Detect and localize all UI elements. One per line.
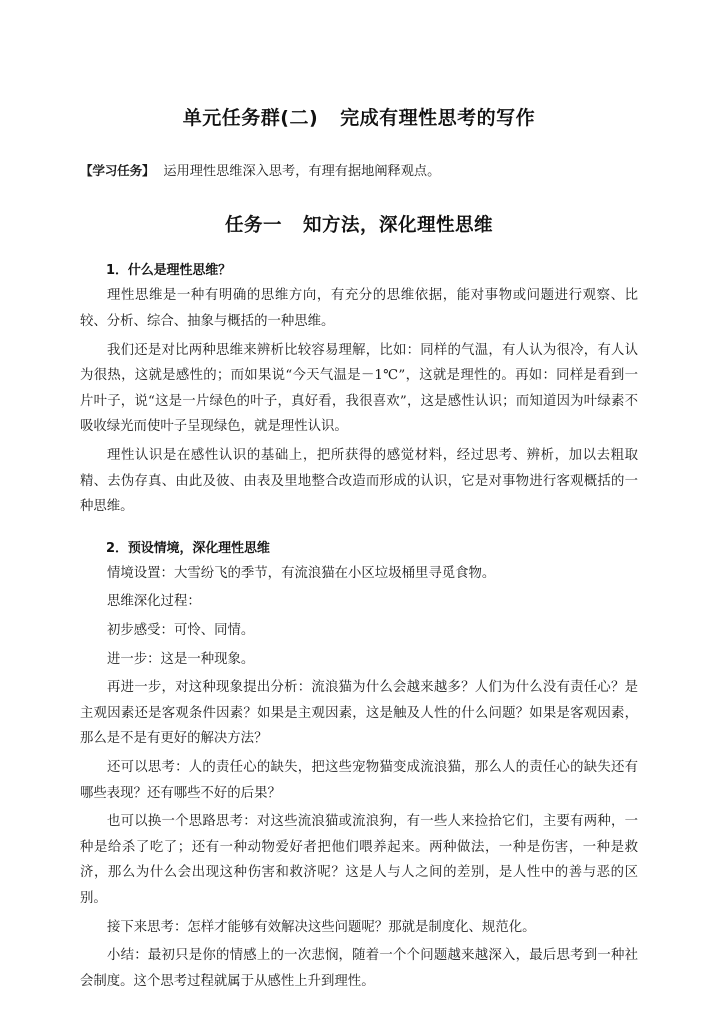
section-1-paragraph-3: 理性认识是在感性认识的基础上，把所获得的感觉材料，经过思考、辨析，加以去粗取精、去伪存真、由此及彼、由表及里地整合改造而形成的认识，它是对事物进行客观概括的一种思维。 (80, 448, 638, 515)
section-1-paragraph-1: 理性思维是一种有明确的思维方向，有充分的思维依据，能对事物或问题进行观察、比较、分析、综合、抽象与概括的一种思维。 (80, 288, 638, 330)
task-heading-text: 知方法，深化理性思维 (303, 215, 494, 237)
study-task-line (80, 130, 638, 182)
section-2-paragraph-2: 思维深化过程： (107, 594, 201, 610)
page-title-main: 单元任务群(二) (182, 107, 319, 129)
task-heading-label: 任务一 (224, 215, 282, 237)
study-task-text: 运用理性思维深入思考，有理有据地阐释观点。 (163, 164, 441, 179)
section-2-paragraph-6: 还可以思考：人的责任心的缺失，把这些宠物猫变成流浪猫，那么人的责任心的缺失还有哪些表现？还有哪些不好的后果？ (80, 759, 638, 801)
study-task-tag: 【学习任务】 (80, 163, 155, 178)
section-2-paragraph-3: 初步感受：可怜、同情。 (107, 622, 255, 638)
section-2-paragraph-4: 进一步：这是一种现象。 (107, 651, 255, 667)
section-2-paragraph-9: 小结：最初只是你的情感上的一次悲悯，随着一个个问题越来越深入，最后思考到一种社会制度。这个思考过程就属于从感性上升到理性。 (80, 948, 638, 989)
section-1-paragraph-2: 我们还是对比两种思维来辨析比较容易理解，比如：同样的气温，有人认为很冷，有人认为很热，这就是感性的；而如果说“今天气温是－1℃”，这就是理性的。再如：同样是看到一片叶子，说“这是一片绿色的叶子，真好看，我很喜欢”，这是感性认识；而知道因为叶绿素不吸收绿光而使叶子呈现绿色，就是理性认识。 (80, 342, 638, 435)
page-title (80, 0, 638, 130)
section-2-paragraph-5: 再进一步，对这种现象提出分析：流浪猫为什么会越来越多？人们为什么没有责任心？是主观因素还是客观条件因素？如果是主观因素，这是触及人性的什么问题？如果是客观因素，那么是不是有更好的解决方法？ (80, 680, 638, 747)
section-2-paragraph-8: 接下来思考：怎样才能够有效解决这些问题呢？那就是制度化、规范化。 (107, 919, 536, 935)
page-title-sub: 完成有理性思考的写作 (340, 107, 536, 129)
task-heading (80, 182, 638, 237)
section-2-paragraph-7: 也可以换一个思路思考：对这些流浪猫或流浪狗，有一些人来捡拾它们，主要有两种，一种是给杀了吃了；还有一种动物爱好者把他们喂养起来。两种做法，一种是伤害，一种是救济，那么为什么会出现这种伤害和救济呢？这是人与人之间的差别，是人性中的善与恶的区别。 (80, 814, 638, 906)
section-heading-1: 1．什么是理性思维？ (106, 263, 232, 279)
section-heading-2: 2．预设情境，深化理性思维 (106, 540, 270, 556)
section-2-paragraph-1: 情境设置：大雪纷飞的季节，有流浪猫在小区垃圾桶里寻觅食物。 (107, 565, 496, 581)
